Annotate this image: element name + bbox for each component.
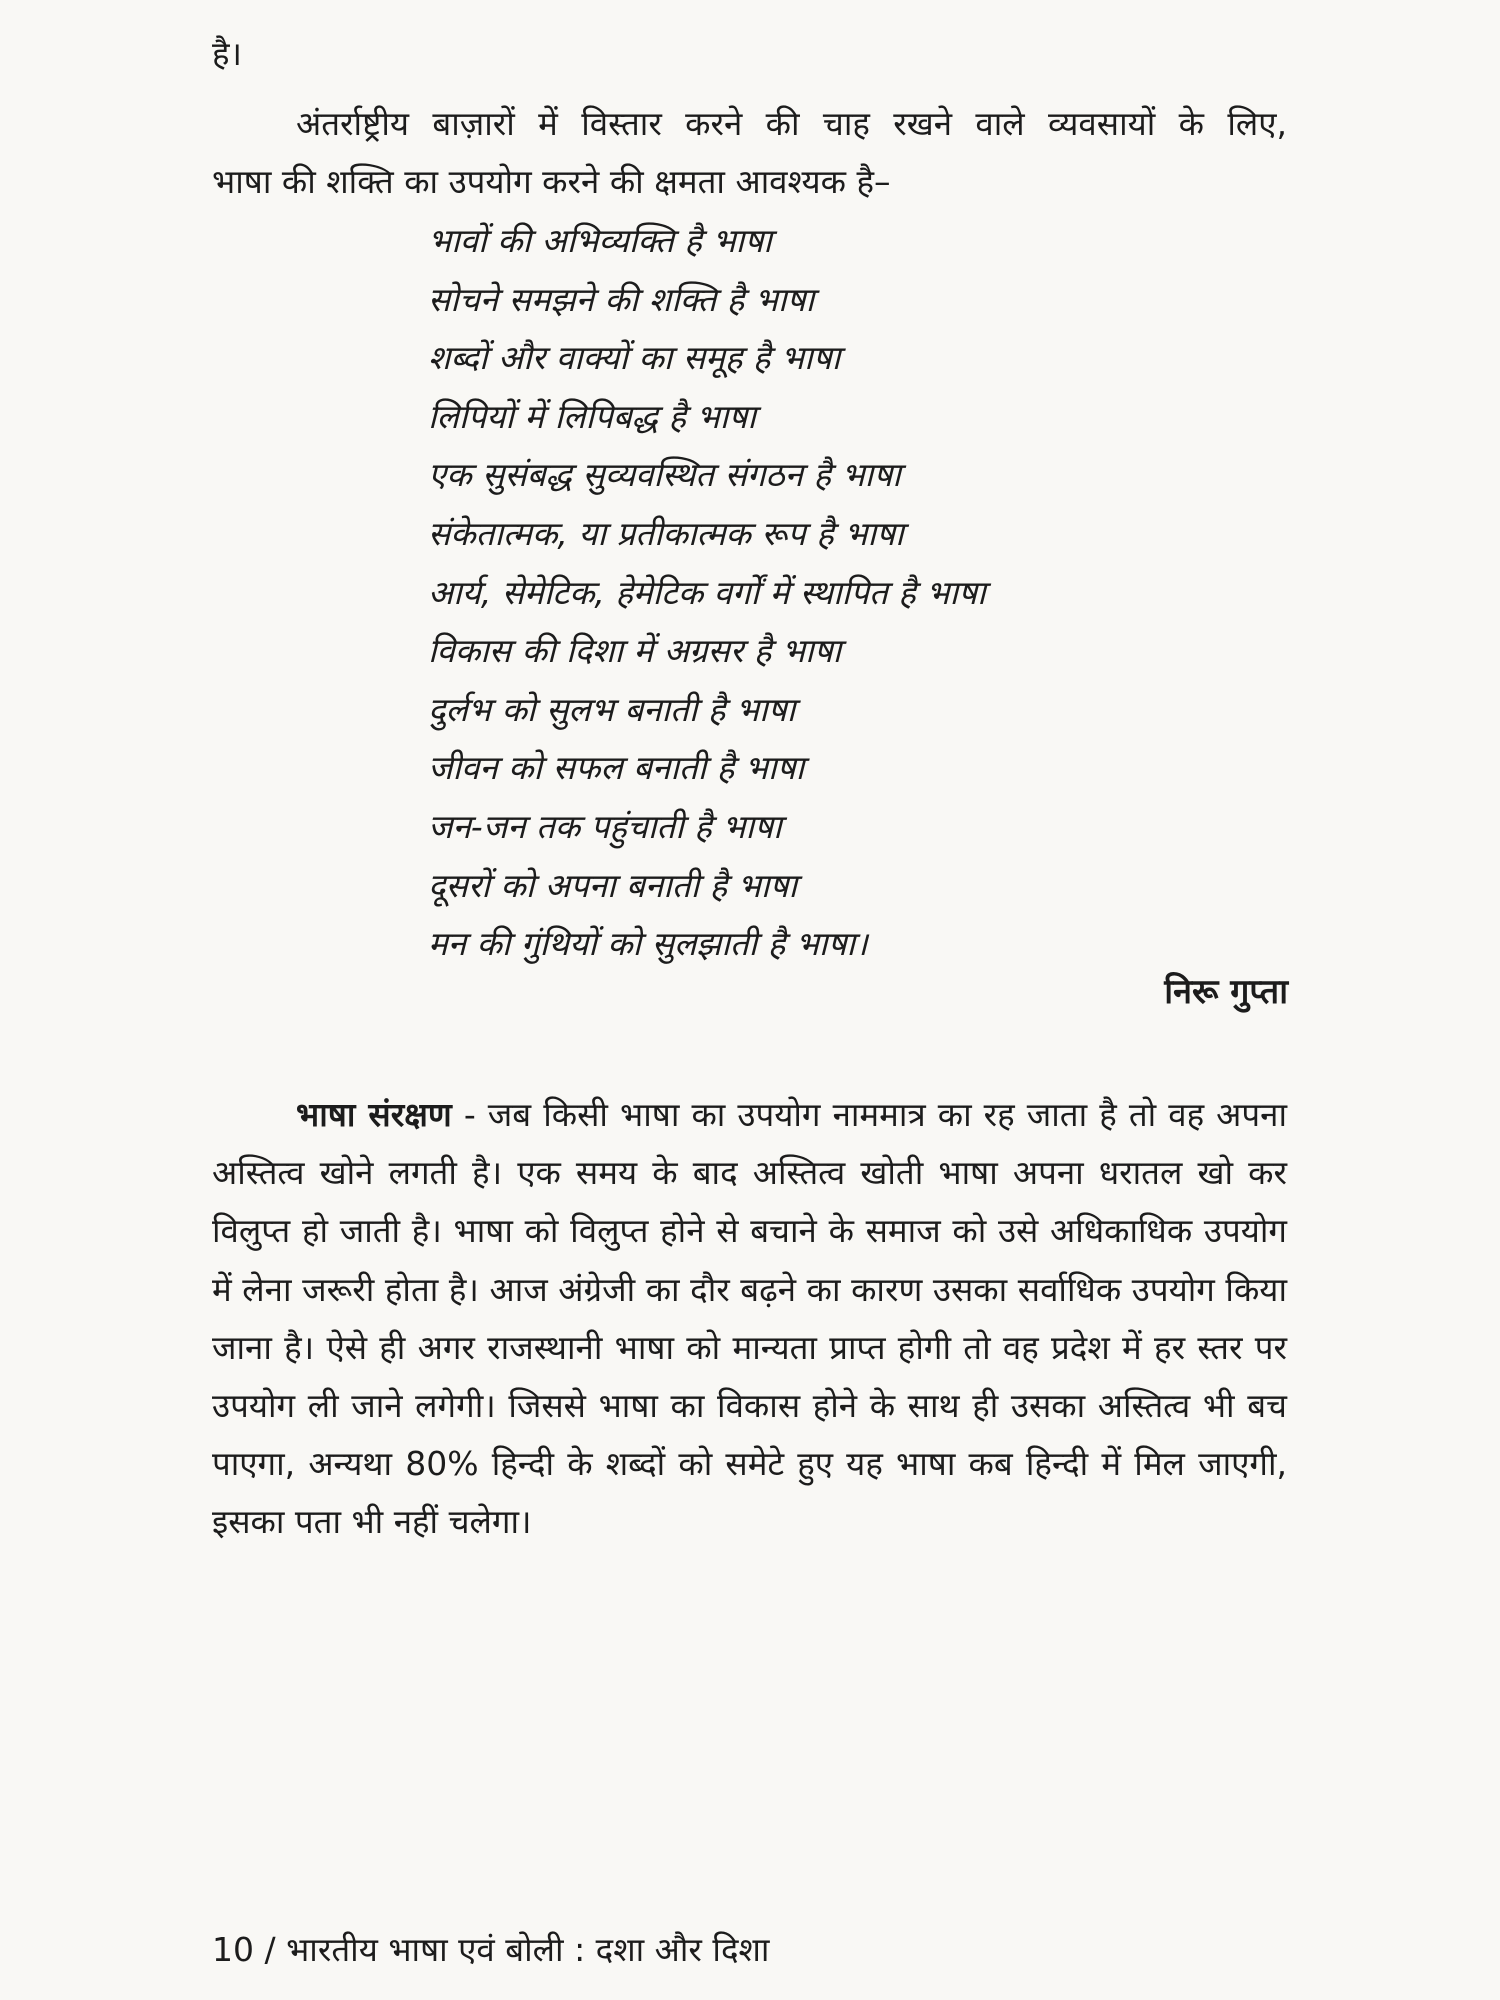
poem-line: जीवन को सफल बनाती है भाषा	[428, 748, 805, 788]
poem-line: लिपियों में लिपिबद्ध है भाषा	[428, 396, 756, 436]
top-line: है।	[212, 34, 243, 73]
paragraph-body: - जब किसी भाषा का उपयोग नाममात्र का रह जाता है तो वह अपना अस्तित्व खोने लगती है। एक समय के बाद अस्तित्व खोती भाषा अपना धरातल खो कर विलुप्त हो जाती है। भाषा को विलुप्त होने से बचाने के समाज को उसे अधिकाधिक उपयोग में लेना जरूरी होता है। आज अंग्रेजी का दौर बढ़ने का कारण उसका सर्वाधिक उपयोग किया जाना है। ऐसे ही अगर राजस्थानी भाषा को मान्यता प्राप्त होगी तो वह प्रदेश में हर स्तर पर उपयोग ली जाने लगेगी। जिससे भाषा का विकास होने के साथ ही उसका अस्तित्व भी बच पाएगा, अन्यथा 80% हिन्दी के शब्दों को समेटे हुए यह भाषा कब हिन्दी में मिल जाएगी, इसका पता भी नहीं चलेगा।	[212, 1095, 1287, 1542]
poem-line: एक सुसंबद्ध सुव्यवस्थित संगठन है भाषा	[428, 455, 901, 495]
poem-line: शब्दों और वाक्यों का समूह है भाषा	[428, 338, 841, 378]
poem-author: निरू गुप्ता	[1164, 972, 1288, 1012]
poem-line: आर्य, सेमेटिक, हेमेटिक वर्गों में स्थापित है भाषा	[428, 572, 986, 612]
paragraph-language-preservation	[212, 1086, 1287, 1552]
poem-line: दूसरों को अपना बनाती है भाषा	[428, 865, 797, 905]
poem-line: सोचने समझने की शक्ति है भाषा	[428, 279, 815, 319]
para1-line1: अंतर्राष्ट्रीय बाज़ारों में विस्तार करने की चाह रखने वाले व्यवसायों के लिए,	[296, 104, 1287, 143]
para1-line2: भाषा की शक्ति का उपयोग करने की क्षमता आवश्यक है–	[212, 162, 891, 201]
poem-line: जन-जन तक पहुंचाती है भाषा	[428, 806, 782, 846]
poem-line: संकेतात्मक, या प्रतीकात्मक रूप है भाषा	[428, 513, 904, 553]
poem-line: मन की गुंथियों को सुलझाती है भाषा।	[428, 924, 868, 964]
page-footer: 10 / भारतीय भाषा एवं बोली : दशा और दिशा	[212, 1930, 770, 1969]
poem-line: भावों की अभिव्यक्ति है भाषा	[428, 221, 772, 260]
poem	[428, 212, 986, 974]
poem-line: दुर्लभ को सुलभ बनाती है भाषा	[428, 689, 796, 729]
paragraph-heading: भाषा संरक्षण	[296, 1095, 452, 1134]
poem-line: विकास की दिशा में अग्रसर है भाषा	[428, 631, 842, 671]
